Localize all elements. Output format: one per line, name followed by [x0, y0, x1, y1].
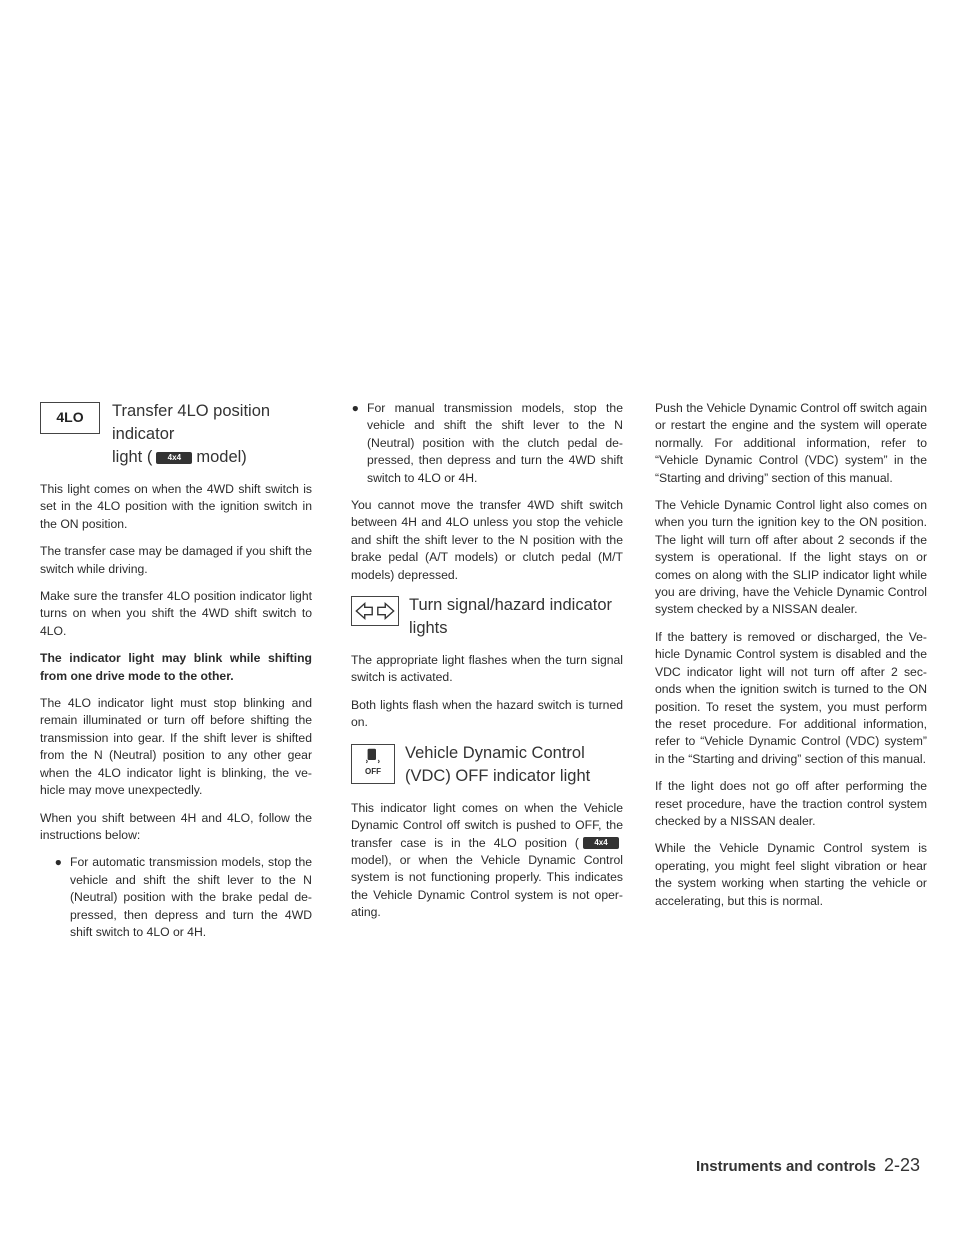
transfer-4lo-title-post: model): [196, 448, 247, 466]
vdc-off-heading: [351, 742, 623, 788]
paragraph: [351, 800, 623, 922]
transfer-4lo-title: [112, 400, 312, 469]
vdc-paragraph-post: model), or when the Vehicle Dynamic Control system is not functioning properly. This indicates the Vehicle Dynamic Control system is not oper- ating.: [351, 852, 623, 920]
bullet-item: [40, 854, 312, 941]
bullet-item: [337, 400, 623, 487]
paragraph: The appropriate light flashes when the turn signal switch is activated.: [351, 653, 623, 685]
paragraph: Make sure the transfer 4LO position indicator light turns on when you shift the 4WD shift switch to 4LO.: [40, 589, 312, 638]
paragraph: The 4LO indicator light must stop blinking and remain illuminated or turn off before shifting the transmission into gear. If the shift lever is shifted from the N (Neutral) position to any other gear when the 4LO indicator light is blinking, the ve- hicle may move unexpectedly.: [40, 696, 312, 798]
page-number: 2-23: [883, 1155, 920, 1175]
bullet-text: For automatic transmission models, stop the vehicle and shift the shift lever to the N (Neutral) position with the brake pedal de- pressed, then depress and turn the 4WD shift switch to 4LO or 4H.: [70, 855, 312, 939]
warning-paragraph: The indicator light may blink while shifting from one drive mode to the other.: [40, 651, 312, 683]
paragraph: If the light does not go off after performing the reset procedure, have the traction control system checked by a NISSAN dealer.: [655, 779, 927, 828]
4lo-indicator-icon: 4LO: [40, 402, 100, 434]
turn-signal-title-line2: lights: [409, 619, 448, 638]
turn-signal-arrows-icon: [351, 596, 399, 626]
column-1: [40, 400, 312, 951]
bullet-icon: ●: [54, 855, 62, 870]
column-2: [351, 400, 623, 932]
paragraph: When you shift between 4H and 4LO, follow the instructions below:: [40, 810, 312, 842]
paragraph: The transfer case may be damaged if you shift the switch while driving.: [40, 544, 312, 576]
turn-signal-title: [409, 594, 612, 640]
4x4-model-icon: 4x4: [583, 837, 619, 849]
page-footer: [696, 1155, 920, 1176]
vdc-paragraph-pre: This indicator light comes on when the Vehicle Dynamic Control off switch is pushed to OFF, the transfer case is in the 4LO position (: [351, 800, 623, 850]
vdc-off-title-line2: (VDC) OFF indicator light: [405, 766, 591, 785]
paragraph: The Vehicle Dynamic Control light also comes on when you turn the ignition key to the ON position. The light will turn off after about 2 seconds if the system is operational. If the light stays on or comes on along with the SLIP indicator light while you are driving, have the Vehicle Dynamic Control system checked by a NISSAN dealer.: [655, 498, 927, 617]
turn-signal-title-line1: Turn signal/hazard indicator: [409, 596, 612, 615]
paragraph: Both lights flash when the hazard switch is turned on.: [351, 697, 623, 730]
transfer-4lo-heading: [40, 400, 312, 469]
paragraph: If the battery is removed or discharged, the Ve- hicle Dynamic Control system is disabled and the VDC indicator light will not turn off after 2 sec- onds when the ignition switch is turned to the ON position. To reset the system, you must perform the reset procedure. For additional information, refer to “Vehicle Dynamic Control (VDC) system” in the “Starting and driving” section of this manual.: [655, 629, 927, 766]
turn-signal-heading: [351, 594, 623, 640]
bullet-icon: ●: [351, 401, 359, 415]
paragraph: You cannot move the transfer 4WD shift switch between 4H and 4LO unless you stop the vehicle and shift the shift lever to the N position with the brake pedal (A/T models) or clutch pedal (M/T models) depressed.: [351, 498, 623, 582]
vdc-off-icon: [351, 744, 395, 784]
footer-section: Instruments and controls: [695, 1158, 876, 1175]
bullet-text: For manual transmission models, stop the vehicle and shift the shift lever to the N (Neutral) position with the clutch pedal de- pressed, then depress and turn the 4WD shift switch to 4LO or 4H.: [367, 401, 623, 485]
paragraph: This light comes on when the 4WD shift switch is set in the 4LO position with the ignition switch in the ON position.: [40, 482, 312, 531]
column-3: [655, 400, 927, 920]
paragraph: Push the Vehicle Dynamic Control off switch again or restart the engine and the system will operate normally. For additional information, refer to “Vehicle Dynamic Control (VDC) system” in the “Starting and driving” section of this manual.: [655, 401, 927, 485]
vdc-off-icon-label: OFF: [365, 767, 381, 777]
vdc-off-title: [405, 742, 590, 788]
transfer-4lo-title-pre: light (: [112, 448, 153, 466]
paragraph: While the Vehicle Dynamic Control system is operating, you might feel slight vibration or hear the system working when starting the vehicle or accelerating, but this is normal.: [655, 841, 927, 908]
vdc-off-title-line1: Vehicle Dynamic Control: [405, 743, 585, 762]
transfer-4lo-title-line1: Transfer 4LO position indicator: [112, 402, 271, 443]
4x4-model-icon: 4x4: [156, 452, 192, 464]
